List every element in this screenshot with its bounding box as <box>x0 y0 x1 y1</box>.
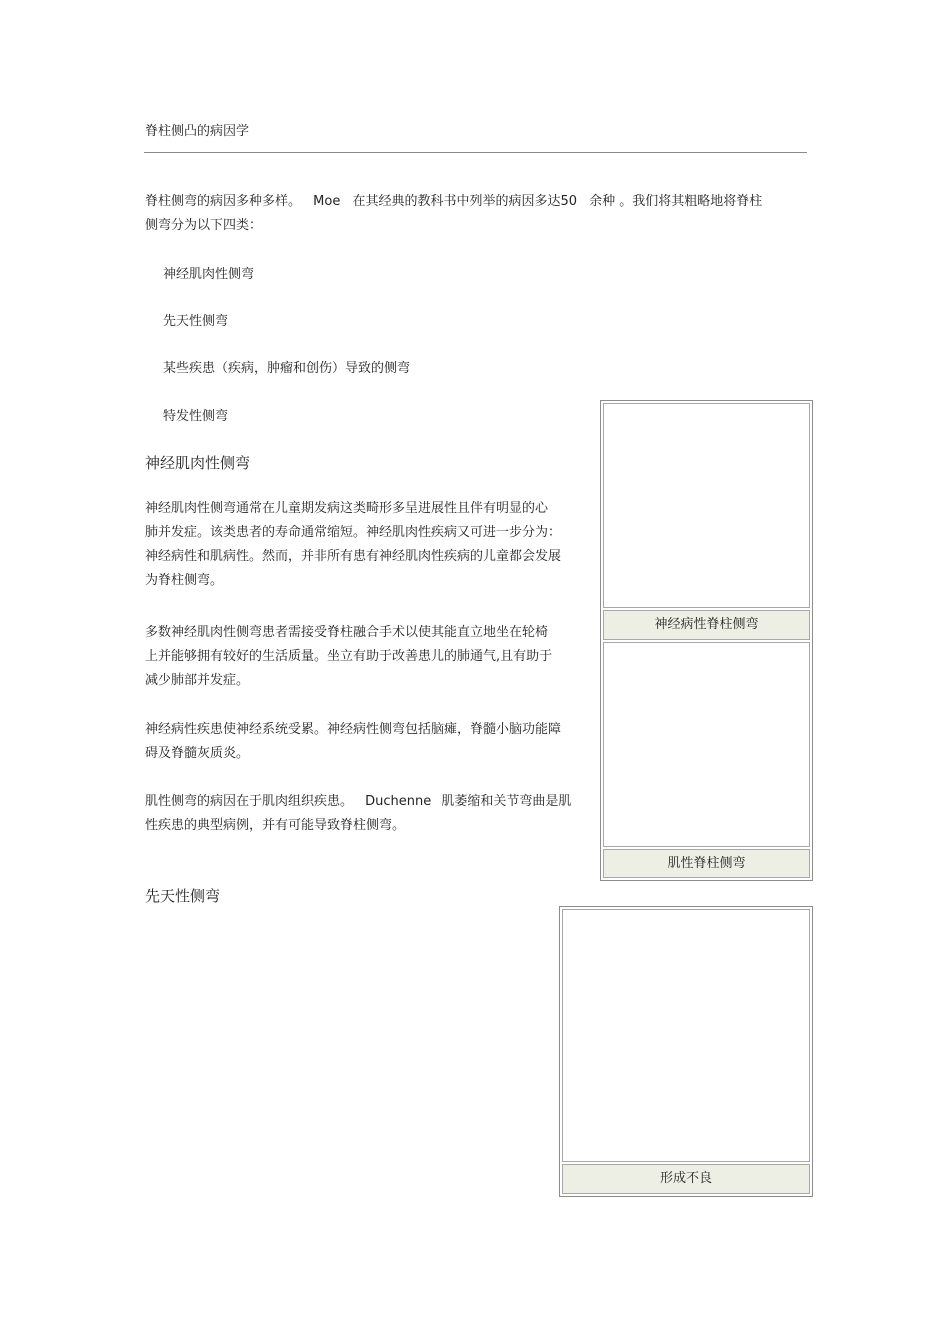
figure-caption-myopathic: 肌性脊柱侧弯 <box>603 849 810 878</box>
intro-paragraph <box>145 190 825 238</box>
figure-table-neuromuscular <box>600 400 813 881</box>
intro-text-1: 脊柱侧弯的病因多种多样。 <box>145 194 302 209</box>
myopathic-text-1: 肌性侧弯的病因在于肌肉组织疾患。 <box>145 794 354 809</box>
neuromuscular-paragraph-1 <box>145 497 615 593</box>
figure-caption-neuropathic: 神经病性脊柱侧弯 <box>603 610 810 640</box>
page-title: 脊柱侧凸的病因学 <box>145 124 250 139</box>
text-line: 减少肺部并发症。 <box>145 673 250 688</box>
myopathic-paragraph <box>145 790 615 838</box>
myopathic-line-1 <box>145 790 615 814</box>
text-line: 神经肌肉性侧弯通常在儿童期发病这类畸形多呈进展性且伴有明显的心 <box>145 501 549 516</box>
figure-image-formation-failure <box>562 909 810 1162</box>
intro-number: 50 <box>560 194 578 209</box>
text-line: 上并能够拥有较好的生活质量。坐立有助于改善患儿的肺通气,且有助于 <box>145 649 553 664</box>
figure-caption-formation-failure: 形成不良 <box>562 1164 810 1194</box>
intro-line-2: 侧弯分为以下四类： <box>145 218 263 233</box>
category-item-idiopathic: 特发性侧弯 <box>163 409 229 424</box>
figure-image-neuropathic <box>603 403 810 608</box>
neuromuscular-paragraph-2 <box>145 621 615 693</box>
intro-text-2: 在其经典的教科书中列举的病因多达 <box>352 194 561 209</box>
text-line: 神经病性疾患使神经系统受累。神经病性侧弯包括脑瘫，脊髓小脑功能障 <box>145 722 562 737</box>
intro-text-3: 余种 。我们将其粗略地将脊柱 <box>589 194 763 209</box>
text-line: 性疾患的典型病例，并有可能导致脊柱侧弯。 <box>145 818 406 833</box>
category-item-neuromuscular: 神经肌肉性侧弯 <box>163 267 255 282</box>
section-heading-congenital: 先天性侧弯 <box>145 887 221 905</box>
text-line: 为脊柱侧弯。 <box>145 573 224 588</box>
section-heading-neuromuscular: 神经肌肉性侧弯 <box>145 454 251 472</box>
intro-author-name: Moe <box>313 194 341 209</box>
category-item-congenital: 先天性侧弯 <box>163 314 229 329</box>
text-line: 碍及脊髓灰质炎。 <box>145 746 250 761</box>
text-line: 肺并发症。该类患者的寿命通常缩短。神经肌肉性疾病又可进一步分为： <box>145 525 562 540</box>
figure-image-myopathic <box>603 642 810 847</box>
neuropathic-paragraph <box>145 718 615 766</box>
duchenne-name: Duchenne <box>365 794 432 809</box>
category-item-disease: 某些疾患（疾病，肿瘤和创伤）导致的侧弯 <box>163 361 411 376</box>
title-divider <box>144 152 807 153</box>
myopathic-text-2: 肌萎缩和关节弯曲是肌 <box>441 794 572 809</box>
text-line: 多数神经肌肉性侧弯患者需接受脊柱融合手术以使其能直立地坐在轮椅 <box>145 625 549 640</box>
intro-line-1 <box>145 190 825 214</box>
text-line: 神经病性和肌病性。然而，并非所有患有神经肌肉性疾病的儿童都会发展 <box>145 549 562 564</box>
figure-table-congenital <box>559 906 813 1197</box>
